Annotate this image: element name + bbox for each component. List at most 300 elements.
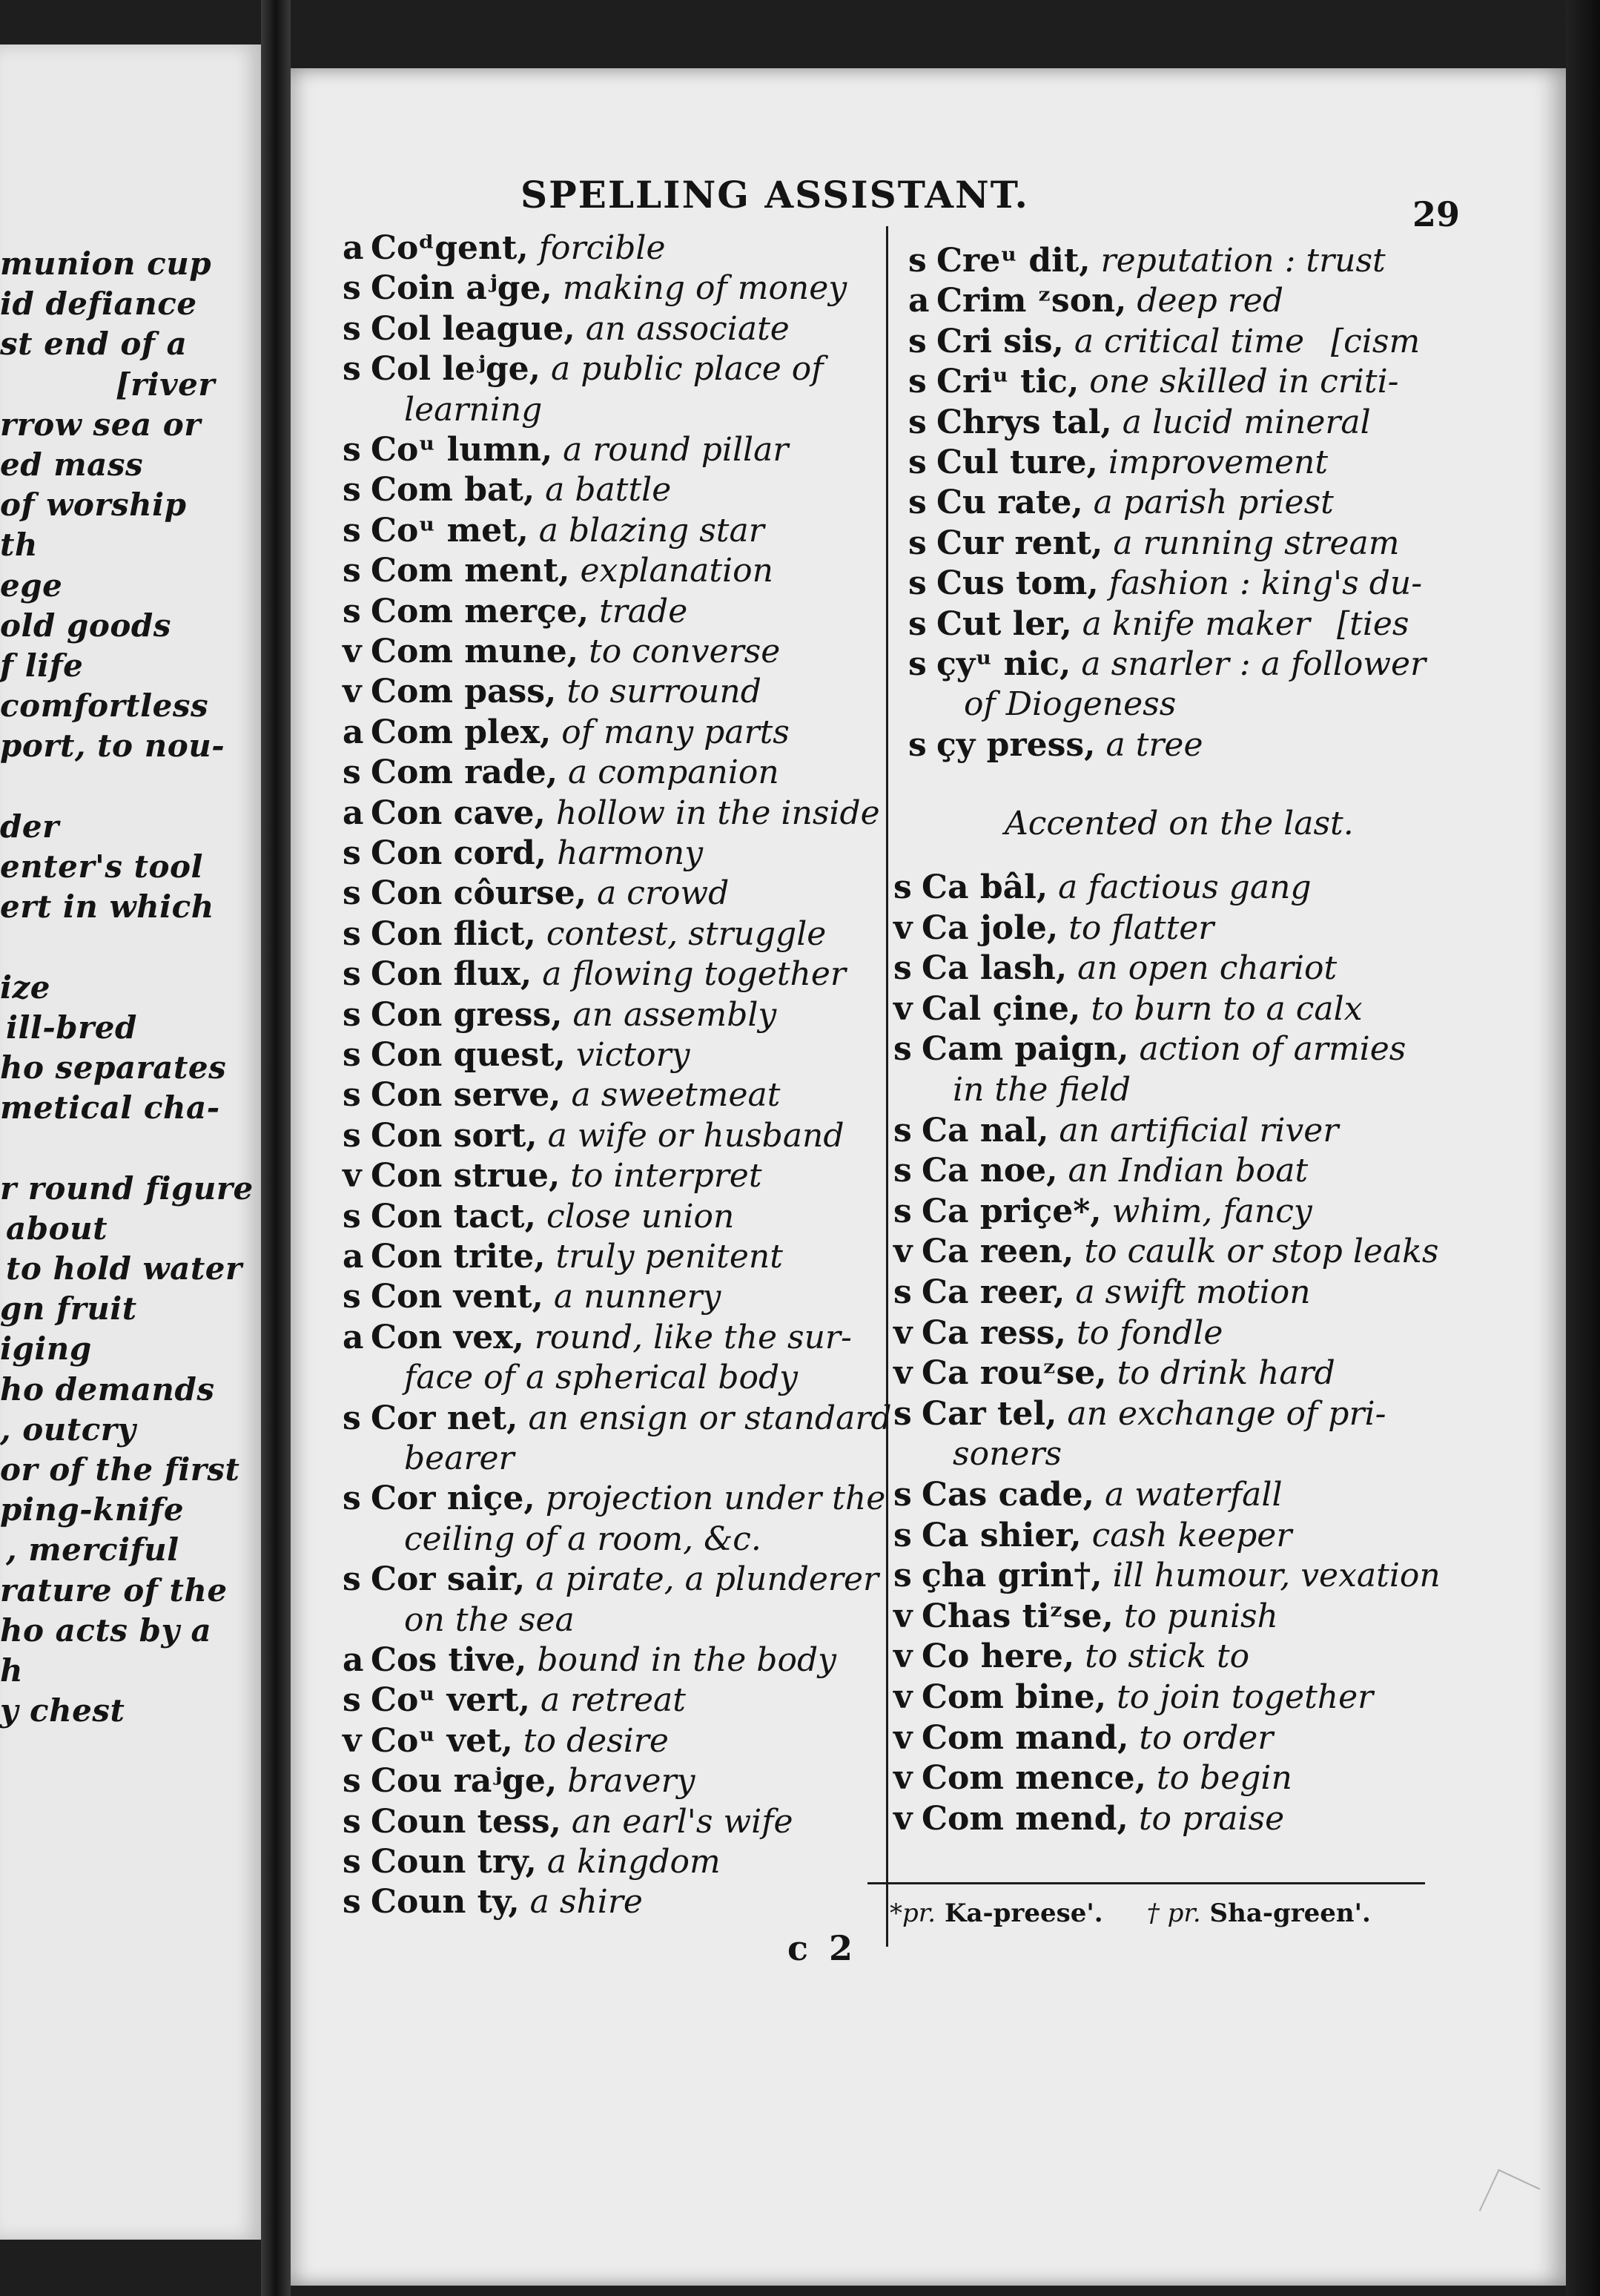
- definition: contest, struggle: [546, 914, 827, 953]
- fragment-line: or of the first: [0, 1451, 240, 1488]
- part-of-speech: a: [343, 1318, 364, 1356]
- word-entry: [343, 834, 703, 874]
- headword: Ca priçe*,: [922, 1192, 1102, 1230]
- part-of-speech: s: [343, 1197, 361, 1236]
- fragment-line: ho separates: [0, 1049, 227, 1086]
- part-of-speech: v: [893, 989, 913, 1028]
- part-of-speech: s: [343, 1843, 361, 1881]
- definition: to converse: [589, 633, 781, 670]
- part-of-speech: s: [343, 1479, 361, 1518]
- word-entry: [908, 443, 1328, 483]
- part-of-speech: s: [908, 484, 927, 522]
- word-entry: [343, 672, 761, 712]
- definition: to punish: [1123, 1597, 1278, 1635]
- book-gutter: [261, 0, 291, 2296]
- part-of-speech: s: [908, 403, 927, 441]
- word-entry: [893, 989, 1363, 1029]
- headword: Criᵘ tic,: [936, 363, 1080, 401]
- part-of-speech: s: [343, 592, 361, 630]
- word-entry: [343, 430, 788, 470]
- definition: a running stream: [1113, 524, 1400, 562]
- definition: bravery: [567, 1762, 695, 1801]
- part-of-speech: s: [908, 363, 927, 401]
- fragment-line: of worship: [0, 486, 187, 524]
- part-of-speech: v: [893, 1597, 913, 1635]
- fragment-line: metical cha-: [0, 1089, 220, 1126]
- fragment-line: id defiance: [0, 286, 197, 323]
- definition: a sweetmeat: [571, 1076, 781, 1115]
- headword: Cou raʲge,: [371, 1762, 558, 1801]
- definition: a flowing together: [542, 955, 846, 994]
- word-entry: [908, 564, 1422, 604]
- definition: a nunnery: [553, 1278, 721, 1316]
- footnote: [890, 1899, 1371, 1928]
- part-of-speech: s: [343, 511, 361, 550]
- headword: Cu rate,: [936, 484, 1083, 522]
- part-of-speech: v: [893, 1759, 913, 1798]
- fragment-line: comfortless: [0, 687, 209, 725]
- word-entry: [343, 753, 779, 793]
- headword: Con vex,: [371, 1318, 524, 1356]
- headword: Cam paign,: [922, 1030, 1129, 1069]
- definition: a shire: [529, 1883, 643, 1921]
- definition: an assembly: [572, 995, 777, 1034]
- definition: to flatter: [1068, 908, 1214, 947]
- headword: Crim ᶻson,: [936, 282, 1127, 320]
- word-entry: [343, 1237, 783, 1277]
- headword: Con strue,: [371, 1157, 561, 1195]
- word-entry: [893, 868, 1312, 908]
- headword: Chas tiᶻse,: [922, 1597, 1114, 1635]
- headword: Con trite,: [371, 1238, 546, 1276]
- word-entry: [343, 228, 666, 268]
- definition: to interpret: [570, 1157, 762, 1195]
- page-edge-shadow: [1566, 0, 1600, 2296]
- definition: one skilled in criti-: [1089, 363, 1399, 401]
- headword: Con flux,: [371, 955, 532, 994]
- overflow-fragment: [ties: [1336, 604, 1409, 643]
- fragment-line: th: [0, 527, 38, 564]
- word-entry: [343, 995, 776, 1035]
- word-entry: [893, 1678, 1373, 1718]
- signature-mark: c 2: [787, 1928, 858, 1968]
- part-of-speech: s: [343, 995, 361, 1034]
- word-entry: [343, 914, 826, 954]
- part-of-speech: s: [908, 443, 927, 481]
- fragment-line: rrow sea or: [0, 406, 201, 443]
- definition: to desire: [523, 1721, 669, 1760]
- headword: Cul ture,: [936, 443, 1098, 481]
- headword: Cus tom,: [936, 564, 1099, 603]
- definition: hollow in the inside: [555, 794, 880, 832]
- headword: Cor niçe,: [371, 1479, 535, 1518]
- word-entry: [343, 1318, 852, 1358]
- definition: a wife or husband: [547, 1116, 844, 1155]
- headword: Ca shier,: [922, 1516, 1082, 1554]
- word-entry: [343, 470, 671, 510]
- definition: reputation : trust: [1100, 242, 1386, 280]
- definition: a public place of: [550, 350, 824, 389]
- headword: Con sort,: [371, 1116, 538, 1155]
- word-entry: [343, 1197, 734, 1237]
- definition: to drink hard: [1117, 1354, 1335, 1393]
- definition: a parish priest: [1093, 484, 1334, 522]
- part-of-speech: v: [893, 1678, 913, 1716]
- word-entry: [893, 1556, 1441, 1596]
- fragment-line: ill-bred: [6, 1009, 137, 1046]
- definition: a factious gang: [1058, 868, 1312, 906]
- word-entry: [893, 1232, 1438, 1272]
- fragment-line: ho demands: [0, 1370, 215, 1408]
- part-of-speech: s: [343, 309, 361, 348]
- fragment-line: st end of a: [0, 326, 188, 363]
- headword: Cut ler,: [936, 604, 1072, 643]
- part-of-speech: s: [343, 350, 361, 389]
- part-of-speech: s: [908, 242, 927, 280]
- word-entry: [908, 725, 1203, 765]
- headword: Con serve,: [371, 1076, 561, 1115]
- headword: Co here,: [922, 1637, 1075, 1676]
- part-of-speech: s: [343, 269, 361, 308]
- fragment-line: gn fruit: [0, 1290, 137, 1327]
- word-entry: [908, 362, 1399, 402]
- footnote-text-2: Sha-green'.: [1209, 1899, 1371, 1928]
- word-entry: [908, 322, 1420, 362]
- part-of-speech: s: [893, 1152, 912, 1190]
- definition-continuation: learning: [404, 390, 543, 429]
- fragment-line: ping-knife: [0, 1491, 185, 1528]
- word-entry: [343, 1721, 669, 1761]
- definition: a waterfall: [1105, 1476, 1283, 1514]
- word-entry: [893, 1394, 1386, 1434]
- word-entry: [908, 483, 1334, 523]
- headword: Ca noe,: [922, 1152, 1058, 1190]
- part-of-speech: s: [343, 1076, 361, 1115]
- headword: Car tel,: [922, 1394, 1057, 1433]
- headword: Ca jole,: [922, 908, 1059, 947]
- headword: Com mence,: [922, 1759, 1146, 1798]
- part-of-speech: s: [343, 874, 361, 913]
- part-of-speech: a: [343, 713, 364, 751]
- word-entry: [343, 1116, 844, 1156]
- headword: çyᵘ nic,: [936, 645, 1071, 683]
- headword: Con flict,: [371, 914, 536, 953]
- headword: Cas cade,: [922, 1476, 1094, 1514]
- headword: Cos tive,: [371, 1641, 527, 1679]
- word-entry: [908, 281, 1283, 321]
- definition: a knife maker: [1082, 604, 1310, 643]
- part-of-speech: s: [893, 1394, 912, 1433]
- part-of-speech: s: [343, 471, 361, 509]
- definition: fashion : king's du-: [1108, 564, 1423, 603]
- part-of-speech: s: [343, 1762, 361, 1801]
- definition: explanation: [580, 552, 773, 590]
- part-of-speech: s: [343, 1883, 361, 1921]
- word-entry: [343, 632, 780, 672]
- headword: Ca ress,: [922, 1313, 1066, 1352]
- definition: to caulk or stop leaks: [1084, 1233, 1439, 1271]
- fragment-line: iging: [0, 1330, 92, 1368]
- footnote-mark-2: † pr.: [1146, 1899, 1201, 1928]
- headword: Com bat,: [371, 471, 535, 509]
- definition: victory: [575, 1036, 690, 1074]
- word-entry: [343, 551, 773, 591]
- part-of-speech: s: [343, 1681, 361, 1720]
- footnote-text-1: Ka-preese'.: [944, 1899, 1103, 1928]
- headword: Cor net,: [371, 1399, 518, 1437]
- fragment-line: ed mass: [0, 446, 144, 483]
- definition: cash keeper: [1091, 1516, 1292, 1554]
- headword: Cur rent,: [936, 524, 1103, 562]
- section-heading: Accented on the last.: [1005, 805, 1354, 842]
- running-title: SPELLING ASSISTANT.: [520, 173, 1029, 217]
- headword: Com mune,: [371, 633, 579, 670]
- word-entry: [343, 1399, 892, 1439]
- part-of-speech: s: [343, 1560, 361, 1599]
- definition: a kingdom: [546, 1843, 721, 1881]
- part-of-speech: s: [893, 1273, 912, 1311]
- word-entry: [343, 1842, 721, 1882]
- definition: an earl's wife: [571, 1802, 793, 1841]
- headword: Cor sair,: [371, 1560, 526, 1599]
- definition-continuation: soners: [953, 1435, 1062, 1474]
- part-of-speech: v: [343, 1157, 362, 1195]
- headword: Col leʲge,: [371, 350, 541, 389]
- word-entry: [343, 874, 729, 914]
- headword: Coun ty,: [371, 1883, 520, 1921]
- word-entry: [343, 1156, 762, 1196]
- part-of-speech: v: [893, 1313, 913, 1352]
- definition: a blazing star: [538, 511, 764, 550]
- word-entry: [343, 349, 824, 389]
- fragment-line: y chest: [0, 1692, 125, 1729]
- word-entry: [343, 268, 847, 309]
- part-of-speech: s: [893, 1516, 912, 1554]
- definition: to fondle: [1076, 1313, 1223, 1352]
- definition: an exchange of pri-: [1067, 1394, 1386, 1433]
- headword: çy press,: [936, 725, 1096, 764]
- part-of-speech: v: [893, 1354, 913, 1393]
- part-of-speech: s: [343, 552, 361, 590]
- headword: Con côurse,: [371, 874, 587, 913]
- part-of-speech: v: [343, 673, 362, 711]
- overflow-fragment: [cism: [1330, 322, 1421, 360]
- headword: Coᵘ vet,: [371, 1721, 513, 1760]
- word-entry: [343, 713, 790, 753]
- definition-continuation: ceiling of a room, &c.: [404, 1520, 761, 1558]
- definition: an artificial river: [1059, 1111, 1339, 1149]
- word-entry: [343, 1560, 879, 1600]
- part-of-speech: s: [343, 431, 361, 469]
- definition: bound in the body: [537, 1641, 836, 1679]
- part-of-speech: s: [343, 753, 361, 792]
- headword: Creᵘ dit,: [936, 242, 1091, 280]
- definition: ill humour, vexation: [1112, 1557, 1441, 1595]
- part-of-speech: a: [908, 282, 930, 320]
- page-number: 29: [1412, 194, 1461, 234]
- fragment-line: old goods: [0, 607, 171, 644]
- part-of-speech: s: [893, 1111, 912, 1149]
- word-entry: [343, 1640, 836, 1680]
- part-of-speech: s: [893, 1192, 912, 1230]
- definition: action of armies: [1139, 1030, 1406, 1069]
- headword: Coᵘ lumn,: [371, 431, 553, 469]
- definition-continuation: bearer: [404, 1439, 515, 1477]
- part-of-speech: s: [343, 955, 361, 994]
- headword: Con cord,: [371, 834, 547, 872]
- word-entry: [343, 1479, 885, 1519]
- definition: round, like the sur-: [534, 1318, 852, 1356]
- word-entry: [343, 1761, 695, 1801]
- footnote-rule: [867, 1882, 1425, 1884]
- word-entry: [343, 1277, 721, 1317]
- word-entry: [893, 908, 1214, 949]
- word-entry: [908, 604, 1409, 644]
- definition-continuation: of Diogeness: [964, 685, 1177, 724]
- definition: projection under the: [545, 1479, 886, 1518]
- word-entry: [893, 1029, 1406, 1069]
- definition: an associate: [585, 309, 790, 348]
- definition: close union: [546, 1197, 735, 1236]
- headword: Coᵘ vert,: [371, 1681, 530, 1720]
- part-of-speech: v: [343, 633, 362, 670]
- part-of-speech: s: [893, 868, 912, 906]
- headword: Coun try,: [371, 1843, 537, 1881]
- definition: an ensign or standard: [528, 1399, 892, 1437]
- definition: whim, fancy: [1111, 1192, 1312, 1230]
- headword: Con gress,: [371, 995, 563, 1034]
- fragment-line: ert in which: [0, 888, 214, 926]
- part-of-speech: v: [893, 1799, 913, 1838]
- word-entry: [343, 794, 880, 834]
- definition: forcible: [538, 229, 666, 267]
- word-entry: [908, 524, 1399, 564]
- definition: an open chariot: [1077, 949, 1338, 988]
- headword: Cal çine,: [922, 989, 1081, 1028]
- definition-continuation: in the field: [953, 1071, 1131, 1109]
- word-entry: [343, 511, 764, 551]
- part-of-speech: s: [893, 1030, 912, 1069]
- fragment-line: munion cup: [0, 245, 212, 282]
- definition: of many parts: [561, 713, 790, 751]
- word-entry: [343, 1075, 780, 1115]
- part-of-speech: s: [343, 1116, 361, 1155]
- headword: Col league,: [371, 309, 575, 348]
- word-entry: [908, 403, 1371, 443]
- part-of-speech: v: [893, 1233, 913, 1271]
- fragment-line: [river: [115, 366, 215, 403]
- word-entry: [343, 592, 687, 632]
- part-of-speech: s: [908, 524, 927, 562]
- fragment-line: , merciful: [6, 1531, 179, 1568]
- part-of-speech: v: [893, 908, 913, 947]
- headword: Coin aʲge,: [371, 269, 552, 308]
- definition: to join together: [1117, 1678, 1374, 1716]
- definition: to praise: [1138, 1799, 1285, 1838]
- headword: Com mand,: [922, 1718, 1129, 1757]
- definition: truly penitent: [555, 1238, 783, 1276]
- word-entry: [343, 1882, 643, 1922]
- definition: deep red: [1137, 282, 1283, 320]
- fragment-line: enter's tool: [0, 848, 204, 885]
- definition: making of money: [562, 269, 847, 308]
- word-entry: [893, 1151, 1308, 1191]
- definition: a battle: [545, 471, 672, 509]
- fragment-line: h: [0, 1652, 24, 1689]
- part-of-speech: s: [343, 1399, 361, 1437]
- part-of-speech: s: [343, 1802, 361, 1841]
- fragment-line: to hold water: [6, 1250, 242, 1287]
- word-entry: [343, 954, 846, 994]
- definition: a companion: [568, 753, 779, 792]
- part-of-speech: s: [908, 645, 927, 683]
- word-entry: [893, 1313, 1223, 1353]
- headword: Coun tess,: [371, 1802, 561, 1841]
- headword: Ca nal,: [922, 1111, 1049, 1149]
- part-of-speech: a: [343, 1641, 364, 1679]
- headword: Ca bâl,: [922, 868, 1048, 906]
- headword: Ca rouᶻse,: [922, 1354, 1107, 1393]
- part-of-speech: v: [343, 1721, 362, 1760]
- word-entry: [893, 1192, 1312, 1232]
- headword: çha grin†,: [922, 1557, 1103, 1595]
- definition: to surround: [566, 673, 761, 711]
- word-entry: [893, 1597, 1278, 1637]
- headword: Ca reen,: [922, 1233, 1074, 1271]
- word-entry: [893, 1718, 1273, 1758]
- definition: a retreat: [540, 1681, 686, 1720]
- fragment-line: der: [0, 808, 59, 845]
- definition: a snarler : a follower: [1081, 645, 1427, 683]
- definition-continuation: on the sea: [404, 1600, 575, 1639]
- definition-continuation: face of a spherical body: [404, 1359, 799, 1397]
- word-entry: [343, 309, 790, 349]
- part-of-speech: a: [343, 229, 364, 267]
- fragment-line: ho acts by a: [0, 1612, 212, 1649]
- definition: improvement: [1108, 443, 1329, 481]
- part-of-speech: v: [893, 1637, 913, 1676]
- word-entry: [343, 1680, 686, 1721]
- part-of-speech: s: [893, 1476, 912, 1514]
- fragment-line: port, to nou-: [0, 728, 225, 765]
- word-entry: [893, 1475, 1283, 1515]
- headword: Coᵈgent,: [371, 229, 529, 267]
- fragment-line: , outcry: [0, 1411, 136, 1448]
- headword: Chrys tal,: [936, 403, 1112, 441]
- definition: a round pillar: [563, 431, 789, 469]
- part-of-speech: s: [343, 834, 361, 872]
- headword: Com pass,: [371, 673, 557, 711]
- footnote-mark-1: *pr.: [890, 1899, 936, 1928]
- word-entry: [893, 1353, 1335, 1393]
- part-of-speech: s: [908, 725, 927, 764]
- word-entry: [893, 1273, 1311, 1313]
- definition: a critical time: [1074, 322, 1304, 360]
- definition: a pirate, a plunderer: [535, 1560, 879, 1599]
- word-entry: [893, 949, 1337, 989]
- headword: Com merçe,: [371, 592, 589, 630]
- part-of-speech: s: [893, 949, 912, 988]
- definition: a lucid mineral: [1122, 403, 1371, 441]
- part-of-speech: s: [343, 914, 361, 953]
- word-entry: [893, 1111, 1338, 1151]
- part-of-speech: a: [343, 1238, 364, 1276]
- word-entry: [893, 1637, 1249, 1677]
- part-of-speech: s: [343, 1278, 361, 1316]
- word-entry: [343, 1035, 690, 1075]
- definition: a swift motion: [1075, 1273, 1311, 1311]
- headword: Ca lash,: [922, 949, 1068, 988]
